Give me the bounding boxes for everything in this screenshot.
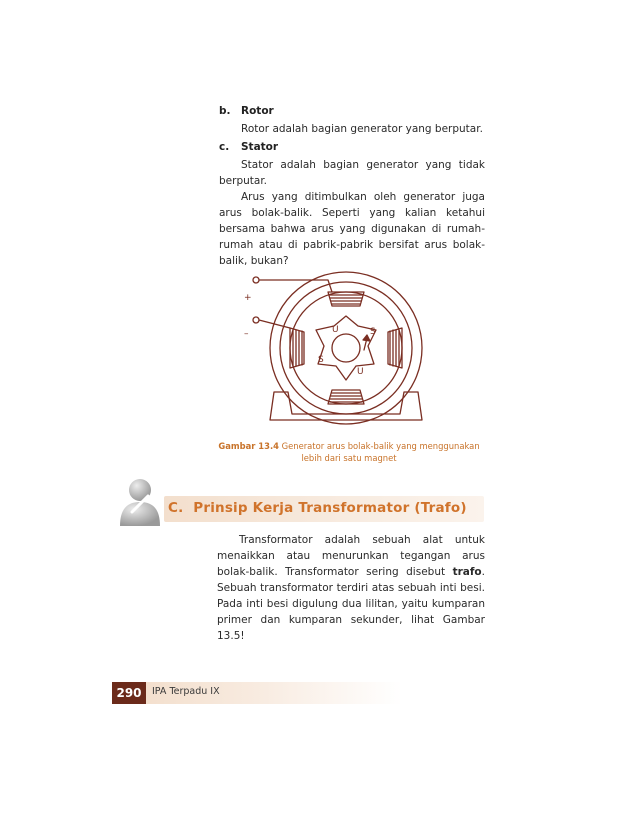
item-c-text: Stator adalah bagian generator yang tidak berputar. bbox=[219, 159, 485, 187]
item-c-letter: c. bbox=[219, 141, 230, 153]
item-c-heading bbox=[219, 141, 278, 153]
section-paragraph-part1: Transformator adalah sebuah alat untuk menaikkan atau menurunkan tegangan arus bolak-balik. Transformator sering disebut bbox=[217, 534, 485, 578]
label-u-top: U bbox=[332, 325, 339, 335]
inner-housing bbox=[280, 282, 412, 414]
item-b-letter: b. bbox=[219, 105, 231, 117]
item-b-heading bbox=[219, 105, 274, 117]
wire-plus bbox=[259, 280, 332, 292]
person-icon bbox=[114, 476, 162, 528]
book-title: IPA Terpadu IX bbox=[152, 686, 220, 697]
caption-label: Gambar 13.4 bbox=[218, 441, 279, 451]
rotor-center bbox=[332, 334, 360, 362]
item-c-title: Stator bbox=[241, 141, 279, 153]
section-paragraph-bold: trafo bbox=[452, 566, 482, 578]
terminal-plus bbox=[253, 277, 259, 283]
item-b-text: Rotor adalah bagian generator yang berputar. bbox=[241, 123, 483, 135]
page-number: 290 bbox=[112, 682, 146, 704]
label-s-left: S bbox=[318, 355, 324, 365]
generator-figure bbox=[236, 268, 446, 428]
stator-ring bbox=[290, 292, 402, 404]
rotor bbox=[316, 316, 376, 380]
caption-text: Generator arus bolak-balik yang menggunakan lebih dari satu magnet bbox=[281, 441, 480, 463]
paragraph-arus: Arus yang ditimbulkan oleh generator juga arus bolak-balik. Seperti yang kalian ketahui bersama bahwa arus yang digunakan di rumah-rumah atau di pabrik-pabrik bersifat arus bolak-balik, bukan? bbox=[219, 191, 485, 267]
terminal-minus bbox=[253, 317, 259, 323]
section-paragraph bbox=[217, 532, 485, 644]
item-b-title: Rotor bbox=[241, 105, 274, 117]
label-minus: – bbox=[244, 329, 249, 339]
figure-caption bbox=[212, 440, 486, 464]
section-title: C. Prinsip Kerja Transformator (Trafo) bbox=[168, 500, 467, 516]
label-u-bottom: U bbox=[357, 367, 364, 377]
label-s-right: S bbox=[370, 327, 376, 337]
label-plus: + bbox=[244, 293, 252, 303]
section-paragraph-part2: . Sebuah transformator terdiri atas sebuah inti besi. Pada inti besi digulung dua lilitan, yaitu kumparan primer dan kumparan sekunder, lihat Gambar 13.5! bbox=[217, 566, 485, 642]
